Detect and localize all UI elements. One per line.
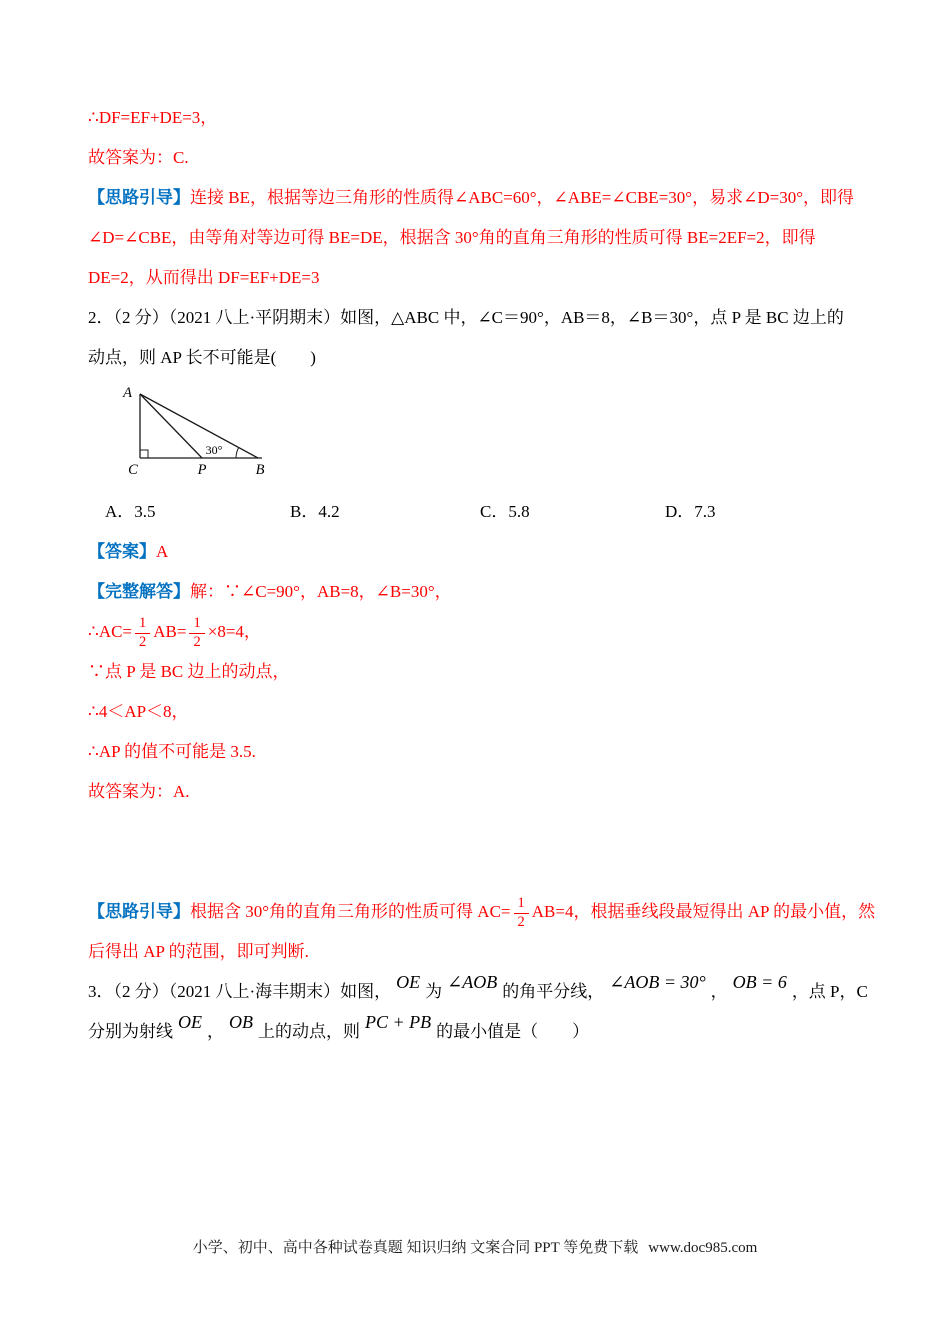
- fraction-numerator: 1: [514, 896, 529, 914]
- paragraph: [88, 98, 862, 138]
- section-label: 【思路引导】: [88, 188, 190, 207]
- text-segment: 分别为射线: [88, 1022, 173, 1041]
- angle-label-30: 30°: [205, 443, 223, 457]
- paragraphs-bottom: [88, 532, 876, 1052]
- text-segment: 故答案为：A.: [88, 782, 190, 801]
- section-label: 【完整解答】: [88, 582, 190, 601]
- text-segment: 后得出 AP 的范围，即可判断.: [88, 942, 309, 961]
- paragraph: [88, 338, 862, 378]
- math-inline: OE: [178, 1012, 202, 1032]
- blank-line: [88, 812, 862, 892]
- fraction-numerator: 1: [135, 616, 150, 634]
- side-AB: [140, 394, 258, 458]
- text-segment: 故答案为：C.: [88, 148, 189, 167]
- option-b: B．4.2: [290, 502, 340, 521]
- paragraph: [88, 932, 862, 972]
- text-segment: ∴4＜AP＜8，: [88, 702, 189, 721]
- fraction-denominator: 2: [193, 633, 201, 650]
- section-label: 【答案】: [88, 542, 156, 561]
- math-inline: OB = 6: [732, 972, 787, 992]
- footer-url[interactable]: www.doc985.com: [648, 1240, 758, 1256]
- paragraph: [88, 1012, 862, 1052]
- vertex-label-C: C: [128, 462, 138, 478]
- fraction: [135, 615, 150, 652]
- paragraph: [88, 258, 862, 298]
- paragraph: [88, 532, 862, 572]
- paragraph: [88, 138, 862, 178]
- paragraph: [88, 732, 862, 772]
- fraction-denominator: 2: [139, 633, 147, 650]
- math-inline: ∠AOB: [447, 972, 498, 992]
- text-segment: 动点，则 AP 长不可能是( ): [88, 348, 316, 367]
- text-segment: ∵点 P 是 BC 边上的动点，: [88, 662, 290, 681]
- vertex-label-A: A: [123, 385, 132, 401]
- fraction-numerator: 1: [189, 616, 204, 634]
- paragraph: [88, 298, 862, 338]
- text-segment: 解：∵∠C=90°，AB=8，∠B=30°，: [190, 582, 452, 601]
- paragraph: [88, 972, 868, 1012]
- section-label: 【思路引导】: [88, 902, 190, 921]
- text-segment: ∴AP 的值不可能是 3.5.: [88, 742, 256, 761]
- footer-text: 小学、初中、高中各种试卷真题 知识归纳 文案合同 PPT 等免费下载: [192, 1240, 639, 1256]
- math-inline: PC + PB: [365, 1012, 432, 1032]
- option-c: C．5.8: [480, 502, 530, 521]
- text-segment: 的最小值是（ ）: [436, 1022, 590, 1041]
- paragraph: [88, 652, 862, 692]
- text-segment: ，: [710, 982, 728, 1001]
- paragraph: [88, 772, 862, 812]
- text-segment: 2．（2 分）（2021 八上·平阴期末）如图，△ABC 中，∠C＝90°，AB＝8，∠B＝30°，点 P 是 BC 边上的: [88, 308, 844, 327]
- paragraph: [88, 612, 862, 652]
- triangle-figure-svg: [110, 384, 300, 488]
- text-segment: 连接 BE，根据等边三角形的性质得∠ABC=60°，∠ABE=∠CBE=30°，易求∠D=30°，即得: [190, 188, 854, 207]
- text-segment: 上的动点，则: [258, 1022, 360, 1041]
- text-segment: 的角平分线，: [502, 982, 605, 1001]
- text-segment: AB=: [153, 622, 187, 641]
- paragraph: [88, 892, 876, 932]
- text-segment: ，: [207, 1022, 224, 1041]
- text-segment: ，点 P，C: [791, 982, 868, 1001]
- text-segment: ×8=4，: [207, 622, 261, 641]
- paragraph: [88, 218, 862, 258]
- right-angle-mark: [140, 450, 148, 458]
- math-inline: ∠AOB = 30°: [609, 972, 706, 992]
- page-footer: [0, 1236, 950, 1257]
- text-segment: A: [156, 542, 169, 561]
- option-d: D．7.3: [665, 502, 716, 521]
- vertex-label-B: B: [255, 462, 265, 478]
- math-inline: OB: [229, 1012, 253, 1032]
- options-row: [88, 492, 862, 532]
- paragraph: [88, 692, 862, 732]
- text-segment: ∴AC=: [88, 622, 133, 641]
- fraction: [514, 895, 529, 932]
- text-segment: 3．（2 分）（2021 八上·海丰期末）如图，: [88, 982, 392, 1001]
- vertex-label-P: P: [197, 462, 207, 478]
- text-segment: 根据含 30°角的直角三角形的性质可得 AC=: [190, 902, 511, 921]
- fraction: [189, 615, 204, 652]
- paragraphs-top: [88, 98, 862, 378]
- text-segment: DE=2，从而得出 DF=EF+DE=3: [88, 268, 320, 287]
- paragraph: [88, 178, 862, 218]
- text-segment: ∴DF=EF+DE=3，: [88, 108, 218, 127]
- fraction-denominator: 2: [517, 913, 525, 930]
- angle-arc-B: [236, 448, 239, 459]
- text-segment: ∠D=∠CBE，由等角对等边可得 BE=DE，根据含 30°角的直角三角形的性质可得 BE=2EF=2，即得: [88, 228, 816, 247]
- option-a: A．3.5: [105, 502, 156, 521]
- math-inline: OE: [396, 972, 421, 992]
- text-segment: AB=4，根据垂线段最短得出 AP 的最小值，然: [531, 902, 876, 921]
- paragraph: [88, 572, 862, 612]
- triangle-figure: [110, 384, 862, 488]
- text-segment: 为: [425, 982, 443, 1001]
- segment-AP: [140, 394, 202, 458]
